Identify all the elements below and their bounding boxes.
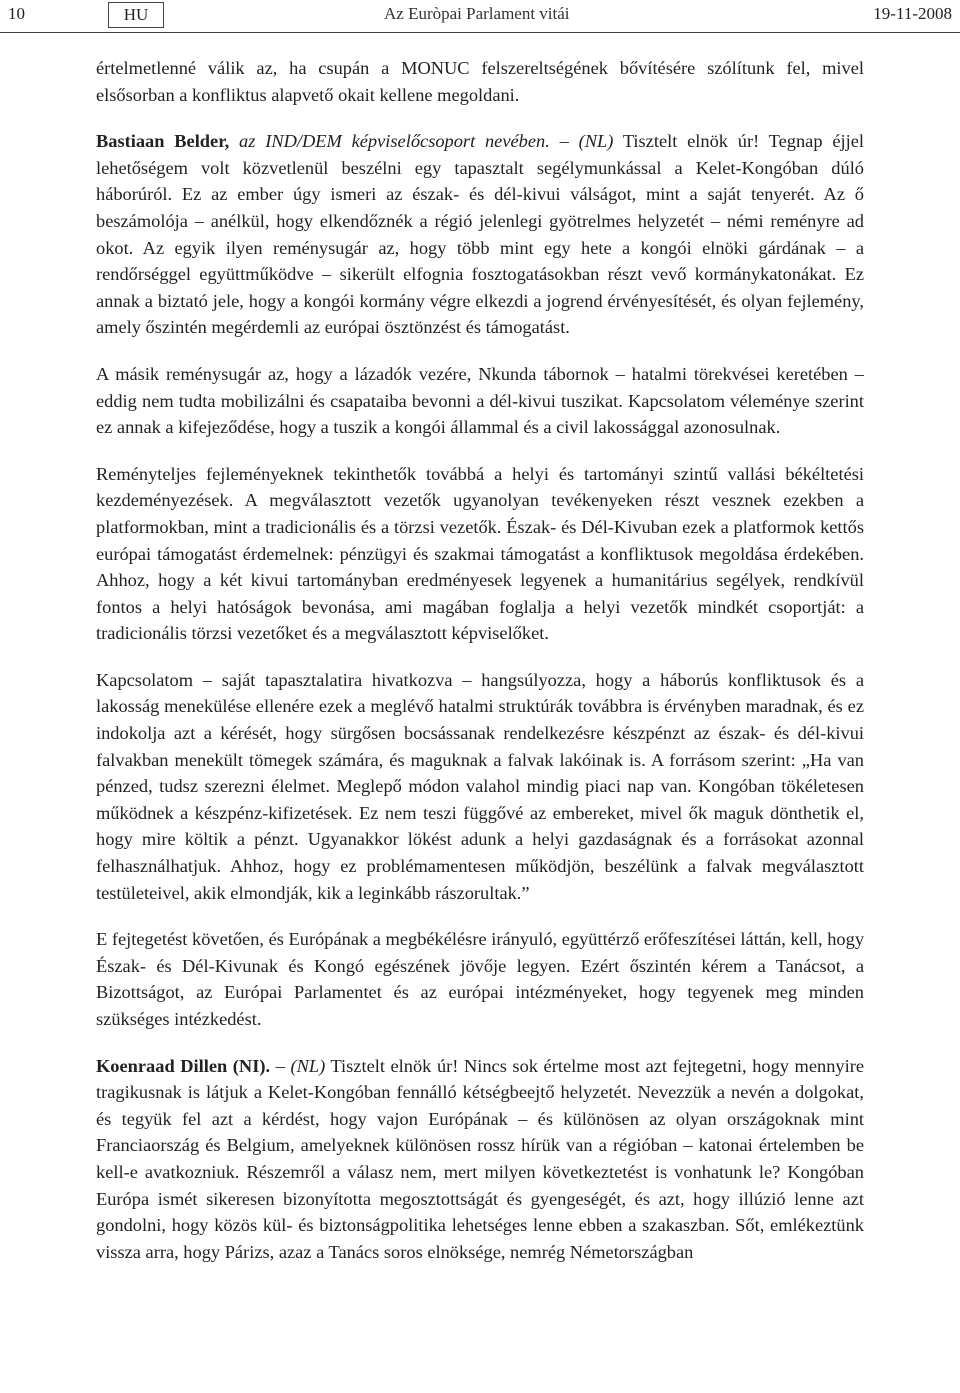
paragraph — [96, 361, 864, 441]
paragraph — [96, 926, 864, 1032]
paragraph-text: értelmetlenné válik az, ha csupán a MONUC felszereltségének bővítésére szólítunk fel, mivel elsősorban a konfliktus alapvető okait kellene megoldani. — [96, 58, 864, 105]
speaker-name: Koenraad Dillen (NI). — [96, 1055, 271, 1076]
session-date: 19-11-2008 — [873, 4, 952, 23]
page-header — [0, 0, 960, 33]
speech-paragraph — [96, 1053, 864, 1266]
paragraph-text: E fejtegetést követően, és Európának a megbékélésre irányuló, együttérző erőfeszítései láttán, kell, hogy Észak- és Dél-Kivunak és Kongó egészének jövője legyen. Ezért őszintén kérem a Tanácsot, a Bizottságot, az Európai Parlamentet és az európai intézményeket, hogy tegyenek meg minden szükséges intézkedést. — [96, 929, 865, 1029]
language-code-box: HU — [108, 2, 164, 28]
speech-dash: – — [270, 1055, 291, 1076]
page-number: 10 — [8, 4, 25, 23]
language-tag: (NL) — [578, 131, 614, 152]
speech-dash: – — [549, 131, 579, 152]
paragraph-text: Kapcsolatom – saját tapasztalatira hivatkozva – hangsúlyozza, hogy a háborús konfliktusok és a lakosság menekülése ellenére ezek a meglévő hatalmi struktúrák továbbra is érvényben maradnak, és ez indokolja azt a kérését, hogy sürgősen bocsássanak rendelkezésre készpénzt az észak- és dél-kivui falvakban menekült tömegek számára, és maguknak a falvak lakóinak is. A forrásom szerint: „Ha van pénzed, tudsz szerezni élelmet. Meglepő módon valahol mindig piaci nap van. Kongóban tökéletesen működnek a készpénz-kifizetések. Ez nem teszi függővé az embereket, mivel ők maguk dönthetik el, hogy mire költik a pénzt. Ugyanakkor lökést adunk a helyi gazdaságnak és a forrásokat azonnal felhasználhatjuk. Ahhoz, hogy ez problémamentesen működjön, beszélünk a falvak megválasztott testületeivel, akik elmondják, kik a leginkább rászorultak.” — [96, 669, 864, 903]
speaker-role: az IND/DEM képviselőcsoport nevében. — [229, 131, 550, 152]
paragraph — [96, 461, 864, 647]
paragraph-text: Tisztelt elnök úr! Nincs sok értelme most azt fejtegetni, hogy mennyire tragikusnak is látjuk a Kelet-Kongóban fennálló kétségbeejtő helyzetét. Nevezzük a nevén a dolgokat, és tegyük fel azt a kérdést, hogy vajon Európának – és különösen az olyan országoknak mint Franciaország és Belgium, amelyeknek különösen rossz hírük van a régióban – katonai értelemben be kell-e avatkozniuk. Részemről a válasz nem, mert milyen következtetést is vonhatunk le? Kongóban Európa ismét sikeresen bizonyította megosztottságát és gyengeségét, és azt, hogy illúzió lenne azt gondolni, hogy közös kül- és biztonságpolitika lehetséges lenne ebben a szakaszban. Sőt, emlékeztünk vissza arra, hogy Párizs, azaz a Tanács soros elnöksége, nemrég Németországban — [96, 1055, 865, 1262]
speaker-name: Bastiaan Belder, — [96, 131, 230, 152]
paragraph-text: A másik reménysugár az, hogy a lázadók vezére, Nkunda tábornok – hatalmi törekvései keretében – eddig nem tudta mobilizálni és csapataiba bevonni a dél-kivui tuszikat. Kapcsolatom véleménye szerint ez annak a kifejeződése, hogy a tuszik a kongói állammal és a civil lakossággal azonosulnak. — [96, 363, 864, 438]
language-tag: (NL) — [290, 1055, 326, 1076]
paragraph — [96, 55, 864, 108]
paragraph — [96, 667, 864, 906]
publication-title: Az Euròpai Parlament vitái — [384, 4, 570, 23]
document-body — [96, 55, 864, 1265]
paragraph-text: Reményteljes fejleményeknek tekinthetők továbbá a helyi és tartományi szintű vallási békéltetési kezdeményezések. A megválasztott vezetők ugyanolyan tevékenyeken részt vesznek ezekben a platformokban, mint a tradicionális és a törzsi vezetők. Észak- és Dél-Kivuban ezek a platformok kettős európai támogatást érdemelnek: pénzügyi és szakmai támogatást a konfliktusok megoldása érdekében. Ahhoz, hogy a két kivui tartományban eredményesek legyenek a humanitárius segélyek, rendkívül fontos a helyi hatóságok bevonása, ami magában foglalja a helyi vezetők mindkét csoportját: a tradicionális törzsi vezetőket és a megválasztott képviselőket. — [96, 463, 864, 644]
paragraph-text: Tisztelt elnök úr! Tegnap éjjel lehetőségem volt közvetlenül beszélni egy tapasztalt segélymunkással a Kelet-Kongóban dúló háborúról. Ez az ember úgy ismeri az észak- és dél-kivui válságot, mint a saját tenyerét. Az ő beszámolója – anélkül, hogy elkendőznék a régió jelenlegi gyötrelmes helyzetét – némi reményre ad okot. Az egyik ilyen reménysugár az, hogy több mint egy hete a kongói elnöki gárdának – a rendőrséggel együttműködve – sikerült elfognia fosztogatásokban részt vevő kormánykatonákat. Ez annak a biztató jele, hogy a kongói kormány végre elkezdi a jogrend érvényesítését, és olyan fejlemény, amely őszintén megérdemli az európai ösztönzést és támogatást. — [96, 131, 864, 338]
speech-paragraph — [96, 128, 864, 341]
